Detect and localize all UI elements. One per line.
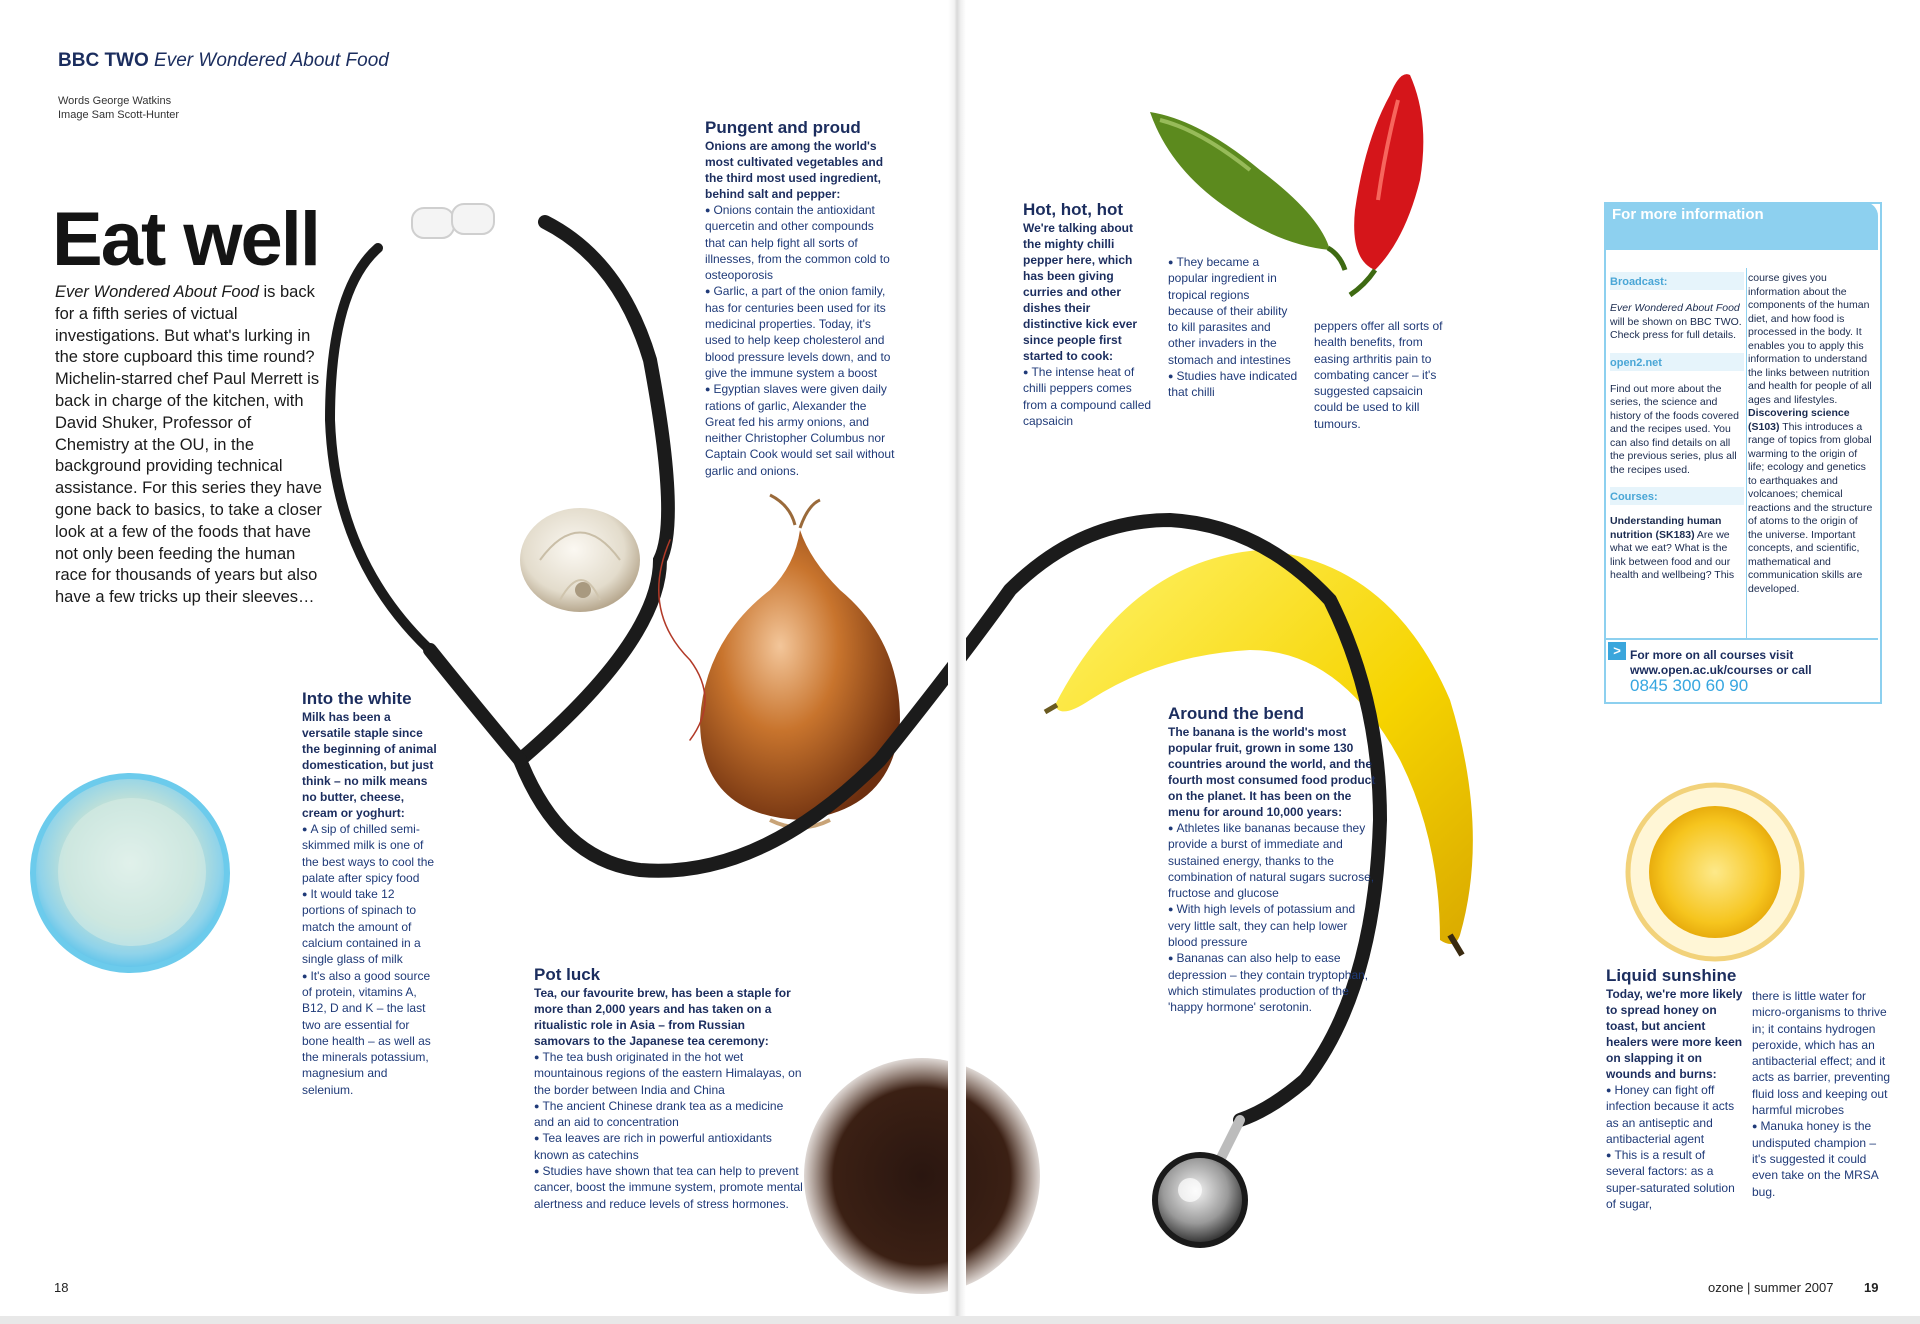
phone-number: 0845 300 60 90 (1630, 676, 1749, 695)
bend-bullet-1: ● Athletes like bananas because they provide a burst of immediate and sustained energy, thanks to the combination of natural sugars sucrose, fructose and glucose (1168, 820, 1378, 901)
pungent-bullet-1: ● Onions contain the antioxidant quercetin and other compounds that can help fight all sorts of illnesses, from the common cold to osteoporosis (705, 202, 895, 283)
page-edge (0, 1316, 1920, 1324)
pungent-body (705, 202, 895, 479)
pot-heading: Pot luck (534, 965, 601, 984)
cta-line-1: For more on all courses visit (1630, 648, 1794, 662)
bend-body (1168, 820, 1378, 1016)
pungent-lead: Onions are among the world's most cultivated vegetables and the third most used ingredient, behind salt and pepper: (705, 139, 884, 201)
pungent-bullet-2: ● Garlic, a part of the onion family, has for centuries been used for its medicinal properties. Today, it's used to help keep cholesterol and blood pressure levels down, and to give the immune system a boost (705, 283, 895, 381)
course2-text (1748, 407, 1874, 596)
info-box-title: For more information (1612, 206, 1764, 223)
chestpiece-image (1155, 1155, 1245, 1245)
hot-col2-body (1168, 254, 1298, 401)
pot-lead: Tea, our favourite brew, has been a staple for more than 2,000 years and has taken on a ritualistic role in Asia – from Russian samovars to the Japanese tea ceremony: (534, 986, 791, 1048)
hot-lead: We're talking about the mighty chilli pepper here, which has been giving curries and other dishes their distinctive kick ever since people first started to cook: (1023, 221, 1138, 363)
hot-heading: Hot, hot, hot (1023, 200, 1124, 219)
hot-bullet-3: ● Studies have indicated that chilli (1168, 368, 1298, 401)
liquid-col2-body (1752, 988, 1892, 1200)
white-heading: Into the white (302, 689, 412, 708)
courses-label: Courses: (1610, 491, 1658, 503)
white-lead: Milk has been a versatile staple since the beginning of animal domestication, but just think – no milk means no butter, cheese, cream or yoghurt: (302, 710, 437, 820)
liquid-col2-text: there is little water for micro-organisms to thrive in; it contains hydrogen peroxide, which has an antibacterial effect; and it acts as barrier, preventing fluid loss and keeping out harmful microbes (1752, 989, 1891, 1118)
open2-text: Find out more about the series, the science and history of the foods covered and the recipes used. You can also find details on all the previous series, plus all the recipes used. (1610, 382, 1739, 476)
pot-bullet-1: ● The tea bush originated in the hot wet mountainous regions of the eastern Himalayas, on the border between India and China (534, 1049, 804, 1098)
hot-col3-text: peppers offer all sorts of health benefits, from easing arthritis pain to combating cancer – it's suggested capsaicin could be used to kill tumours. (1314, 319, 1443, 431)
liquid-bullet-1: ● Honey can fight off infection because it acts as an antiseptic and antibacterial agent (1606, 1082, 1744, 1147)
magazine-issue: ozone | summer 2007 (1708, 1280, 1834, 1295)
bend-lead: The banana is the world's most popular fruit, grown in some 130 countries around the world, and the fourth most consumed food product on the planet. It has been on the menu for around 10,000 years: (1168, 725, 1376, 819)
info-column-divider (1746, 268, 1747, 638)
course1-continued: course gives you information about the components of the human diet, and how food is processed in the body. It enables you to apply this information to understand the links between nutrition and health for people of all ages and lifestyles. (1748, 272, 1872, 406)
intro-text: is back for a fifth series of victual investigations. But what's lurking in the store cupboard this time round? Michelin-starred chef Paul Merrett is back in charge of the kitchen, with David Shuker, Professor of Chemistry at the OU, in the background providing technical assistance. For this series they have gone back to basics, to take a closer look at a few of the foods that have not only been feeding the human race for thousands of years but also have a few tricks up their sleeves… (55, 283, 322, 607)
bend-bullet-3: ● Bananas can also help to ease depression – they contain tryptophan, which stimulates production of the 'happy hormone' serotonin. (1168, 950, 1378, 1015)
section-header (58, 50, 389, 72)
cta-arrow-icon: > (1608, 642, 1626, 660)
hot-section (1023, 200, 1153, 429)
pungent-section (705, 118, 895, 479)
credits (58, 94, 179, 122)
pungent-bullet-3: ● Egyptian slaves were given daily rations of garlic, Alexander the Great fed his army onions, and neither Christopher Columbus nor Captain Cook would set sail without garlic and onions. (705, 381, 895, 479)
milk-bowl-image (33, 776, 227, 970)
image-credit: Image Sam Scott-Hunter (58, 109, 180, 121)
right-page-number: 19 (1864, 1280, 1879, 1295)
pot-section (534, 965, 804, 1212)
liquid-col1-body (1606, 1082, 1744, 1212)
hot-bullet-1: ● The intense heat of chilli peppers comes from a compound called capsaicin (1023, 364, 1153, 429)
course2-desc: This introduces a range of topics from global warming to the origin of life; ecology and genetics to earthquakes and volcanoes; chemical reactions and the structure of atoms to the origin of the universe. Important concepts, and scientific, mathematical and communication skills are developed. (1748, 420, 1873, 595)
white-section (302, 689, 437, 1098)
pot-bullet-2: ● The ancient Chinese drank tea as a medicine and an aid to concentration (534, 1098, 804, 1131)
left-page-number: 18 (54, 1280, 69, 1295)
broadcast-text (1610, 302, 1744, 343)
liquid-bullet-2: ● This is a result of several factors: as a super-saturated solution of sugar, (1606, 1147, 1744, 1212)
white-bullet-1: ● A sip of chilled semi-skimmed milk is one of the best ways to cool the palate after spicy food (302, 821, 437, 886)
hot-col1-body (1023, 364, 1153, 429)
liquid-bullet-3: ● Manuka honey is the undisputed champion – it's suggested it could even take on the MRSA bug. (1752, 1118, 1892, 1199)
network-label: BBC TWO (58, 50, 149, 71)
broadcast-label: Broadcast: (1610, 276, 1668, 288)
bend-section (1168, 704, 1378, 1016)
tea-leaves-image (804, 1058, 1040, 1294)
cta-text (1630, 648, 1812, 678)
pot-bullet-3: ● Tea leaves are rich in powerful antioxidants known as catechins (534, 1130, 804, 1163)
honey-bowl-image (1628, 785, 1802, 959)
info-cta-rule (1606, 638, 1878, 640)
show-title: Ever Wondered About Food (154, 50, 389, 71)
pungent-heading: Pungent and proud (705, 118, 861, 137)
words-credit: Words George Watkins (58, 95, 172, 107)
intro-show-title: Ever Wondered About Food (55, 283, 259, 301)
bend-heading: Around the bend (1168, 704, 1304, 723)
broadcast-details: will be shown on BBC TWO. Check press for full details. (1610, 315, 1742, 341)
info-col2 (1748, 272, 1874, 596)
pot-body (534, 1049, 804, 1212)
broadcast-show-title: Ever Wondered About Food (1610, 302, 1740, 314)
liquid-lead: Today, we're more likely to spread honey on toast, but ancient healers were more keen on slapping it on wounds and burns: (1606, 987, 1743, 1081)
white-bullet-2: ● It would take 12 portions of spinach to match the amount of calcium contained in a single glass of milk (302, 886, 437, 967)
intro-paragraph (55, 282, 325, 609)
white-body (302, 821, 437, 1098)
liquid-section (1606, 966, 1744, 1212)
white-bullet-3: ● It's also a good source of protein, vitamins A, B12, D and K – the last two are essential for bone health – as well as the minerals potassium, magnesium and selenium. (302, 968, 437, 1098)
broadcast-band (1610, 272, 1744, 290)
course2-title: Discovering science (S103) (1748, 407, 1850, 433)
hot-col3-body (1314, 318, 1454, 432)
page-title: Eat well (52, 197, 319, 282)
pot-bullet-4: ● Studies have shown that tea can help to prevent cancer, boost the immune system, promote mental alertness and reduce levels of stress hormones. (534, 1163, 804, 1212)
course1-title: Understanding human nutrition (SK183) (1610, 515, 1722, 541)
bend-bullet-2: ● With high levels of potassium and very little salt, they can help lower blood pressure (1168, 901, 1378, 950)
page-gutter (948, 0, 966, 1324)
cta-link[interactable]: www.open.ac.uk/courses or call (1630, 663, 1812, 677)
course1-desc: Are we what we eat? What is the link between food and our health and wellbeing? This (1610, 528, 1735, 581)
hot-bullet-2: ● They became a popular ingredient in tropical regions because of their ability to kill parasites and other invaders in the stomach and intestines (1168, 254, 1298, 368)
courses-band (1610, 487, 1744, 505)
garlic-image (520, 508, 640, 612)
open2-band (1610, 353, 1744, 371)
liquid-heading: Liquid sunshine (1606, 966, 1737, 985)
open2-label[interactable]: open2.net (1610, 356, 1662, 369)
course1-text (1610, 515, 1744, 583)
info-col1 (1610, 272, 1744, 583)
